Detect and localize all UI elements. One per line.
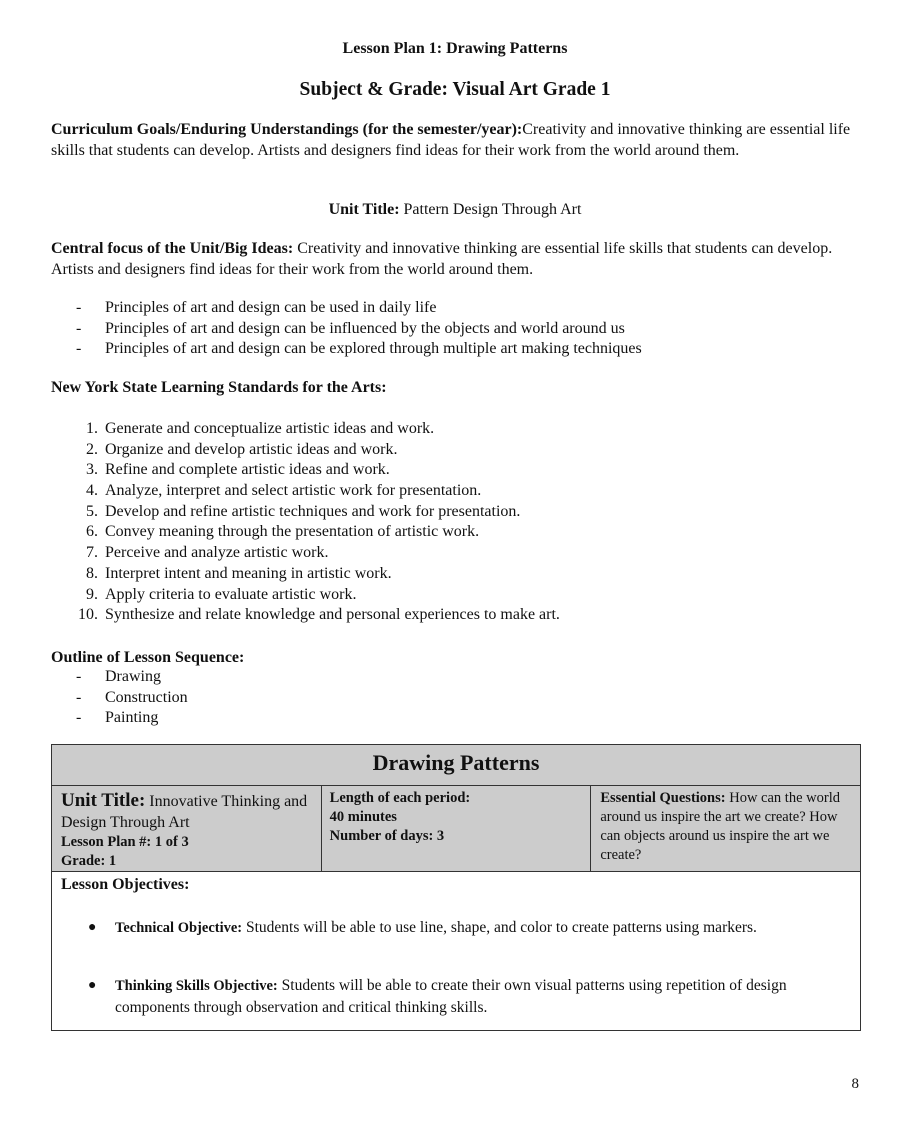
unit-title-value: Pattern Design Through Art [399,201,582,218]
list-item: 10. Synthesize and relate knowledge and personal experiences to make art. [78,606,560,624]
number-of-days: Number of days: 3 [329,828,445,844]
essential-questions-label: Essential Questions: [600,790,726,806]
central-focus-text: Creativity and innovative thinking are essential life skills that students can develop. Artists and designers find ideas for their work from the world around them. [51,240,833,278]
essential-questions-cell [591,786,861,872]
unit-title-line [0,200,910,221]
curriculum-goals-paragraph [51,120,861,161]
list-item: - Principles of art and design can be influenced by the objects and world around us [76,319,625,337]
standards-heading: New York State Learning Standards for the Arts: [51,379,387,396]
unit-info-cell [52,786,322,872]
list-item: - Drawing [76,668,161,685]
curriculum-goals-label: Curriculum Goals/Enduring Understandings (for the semester/year): [51,121,523,138]
list-item: 7. Perceive and analyze artistic work. [86,544,329,562]
list-item: 1. Generate and conceptualize artistic ideas and work. [86,420,435,437]
list-item: 2. Organize and develop artistic ideas and work. [86,440,398,458]
page-number: 8 [851,1076,859,1092]
list-item: 9. Apply criteria to evaluate artistic work. [86,585,357,603]
essential-questions-text: How can the world around us inspire the art we create? How can objects around us inspire the art we create? [600,790,840,863]
list-item: - Principles of art and design can be used in daily life [76,299,437,316]
table-unit-value: Innovative Thinking and Design Through Art [61,793,308,831]
objective-label: Technical Objective: [115,920,243,936]
list-item: 6. Convey meaning through the presentation of artistic work. [86,523,480,541]
outline-heading: Outline of Lesson Sequence: [51,649,245,666]
objective-text: Students will be able to create their own visual patterns using repetition of design components through observation and critical thinking skills. [115,977,787,1016]
list-item: 5. Develop and refine artistic techniques and work for presentation. [86,502,521,520]
list-item: - Construction [76,688,188,706]
list-item: - Principles of art and design can be explored through multiple art making techniques [76,340,642,358]
unit-title-label: Unit Title: [328,201,400,218]
document-title: Lesson Plan 1: Drawing Patterns [342,40,568,57]
length-label: Length of each period: [329,790,471,806]
lesson-objectives-heading: Lesson Objectives: [61,876,190,893]
lesson-table-title: Drawing Patterns [52,745,861,786]
lesson-table [51,744,861,1031]
objective-label: Thinking Skills Objective: [115,978,278,994]
lesson-plan-number: Lesson Plan #: 1 of 3 [61,834,189,850]
standards-list [51,419,861,626]
list-item: 8. Interpret intent and meaning in artistic work. [86,564,392,582]
length-value: 40 minutes [329,809,397,825]
length-cell [321,786,591,872]
table-unit-label: Unit Title: [61,790,146,811]
list-item: 3. Refine and complete artistic ideas and work. [86,461,390,479]
central-focus-paragraph [51,239,861,280]
bullet-icon: ● [88,920,97,935]
bullet-icon: ● [88,978,97,993]
thinking-skills-objective [88,975,855,1018]
subject-grade-heading: Subject & Grade: Visual Art Grade 1 [299,79,611,100]
curriculum-goals-text: Creativity and innovative thinking are essential life skills that students can develop. Artists and designers find ideas for their work from the world around them. [51,121,851,159]
lesson-objectives-cell [52,872,861,1031]
list-item: - Painting [76,709,159,727]
big-ideas-list [51,298,861,360]
grade-label: Grade: 1 [61,853,117,869]
objective-text: Students will be able to use line, shape, and color to create patterns using markers. [242,919,757,936]
central-focus-label: Central focus of the Unit/Big Ideas: [51,240,294,257]
list-item: 4. Analyze, interpret and select artistic work for presentation. [86,482,482,500]
outline-list [51,667,861,729]
technical-objective [88,917,855,939]
